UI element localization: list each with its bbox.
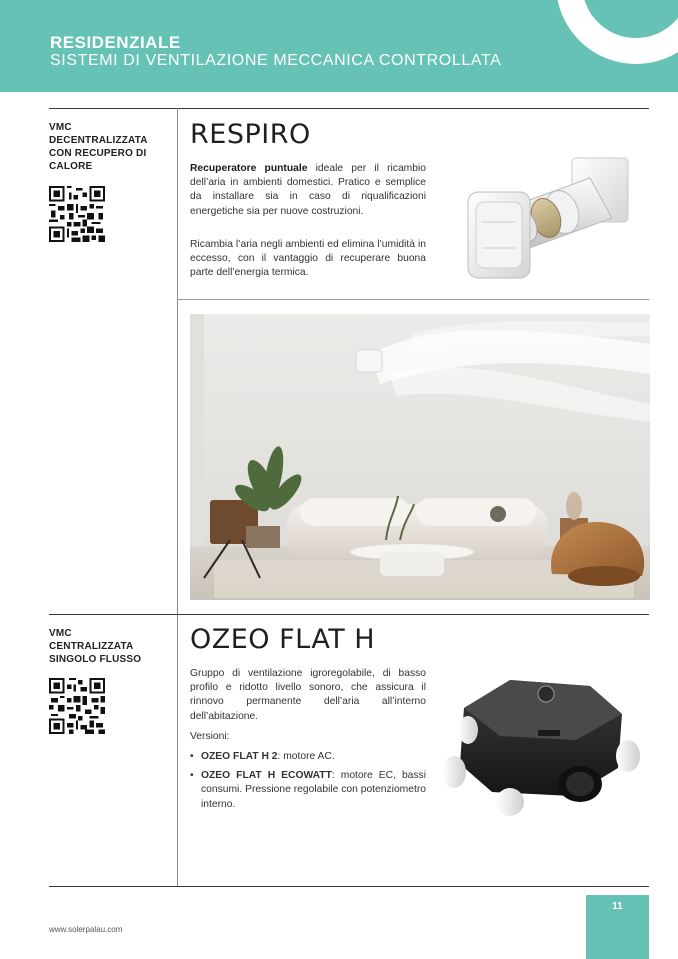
qr-code-icon[interactable] [49, 186, 105, 242]
versions-list [190, 750, 426, 817]
section-divider-middle [49, 614, 649, 615]
column-divider [177, 108, 178, 886]
respiro-divider [177, 299, 649, 300]
page-number: 11 [612, 901, 623, 912]
decorative-arc [556, 0, 678, 64]
centralized-ventilation-unit-image [440, 668, 646, 826]
header-band [0, 0, 678, 92]
product-title-ozeo: OZEO FLAT H [190, 624, 376, 655]
category-line: VMC [49, 628, 72, 639]
wall-ventilation-unit-image [462, 152, 638, 294]
version-desc: : motore EC, bassi consumi. Pressione regolabile con potenziometro interno. [201, 770, 426, 810]
footer-url[interactable]: www.solerpalau.com [49, 925, 123, 934]
header-title: RESIDENZIALE [50, 33, 181, 52]
section-divider-bottom [49, 886, 649, 887]
list-item [190, 769, 426, 812]
respiro-description [190, 162, 426, 219]
category-line: CENTRALIZZATA [49, 641, 134, 652]
category-line: DECENTRALIZZATA [49, 135, 148, 146]
living-room-photo [190, 314, 650, 600]
category-label-respiro [49, 121, 148, 173]
category-line: SINGOLO FLUSSO [49, 654, 142, 665]
product-title-respiro: RESPIRO [190, 119, 311, 150]
versions-label: Versioni: [190, 731, 230, 742]
category-line: CON RECUPERO DI [49, 148, 147, 159]
version-name: OZEO FLAT H 2 [201, 751, 278, 762]
list-item [190, 750, 426, 764]
page-number-tab [586, 895, 649, 959]
category-line: CALORE [49, 161, 93, 172]
version-desc: : motore AC. [277, 751, 335, 762]
ozeo-description: Gruppo di ventilazione igroregolabile, di basso profilo e ridotto livello sonoro, che assicura il rinnovo permanente dell’aria all’interno dell’abitazione. [190, 668, 426, 722]
category-label-ozeo [49, 627, 141, 666]
version-name: OZEO FLAT H ECOWATT [201, 770, 332, 782]
category-line: VMC [49, 122, 72, 133]
qr-code-icon[interactable] [49, 678, 105, 734]
respiro-lead-bold: Recuperatore puntuale [190, 163, 308, 174]
section-divider-top [49, 108, 649, 109]
header-subtitle: SISTEMI DI VENTILAZIONE MECCANICA CONTROLLATA [50, 52, 502, 69]
respiro-paragraph-2: Ricambia l’aria negli ambienti ed elimina l’umidità in eccesso, con il vantaggio di recuperare buona parte dell’energia termica. [190, 239, 426, 279]
respiro-lead-text: ideale per il ricambio dell’aria in ambienti domestici. Pratico e semplice da installare sia in caso di riqualificazioni energetiche sia per nuove costruzioni. [190, 163, 426, 217]
